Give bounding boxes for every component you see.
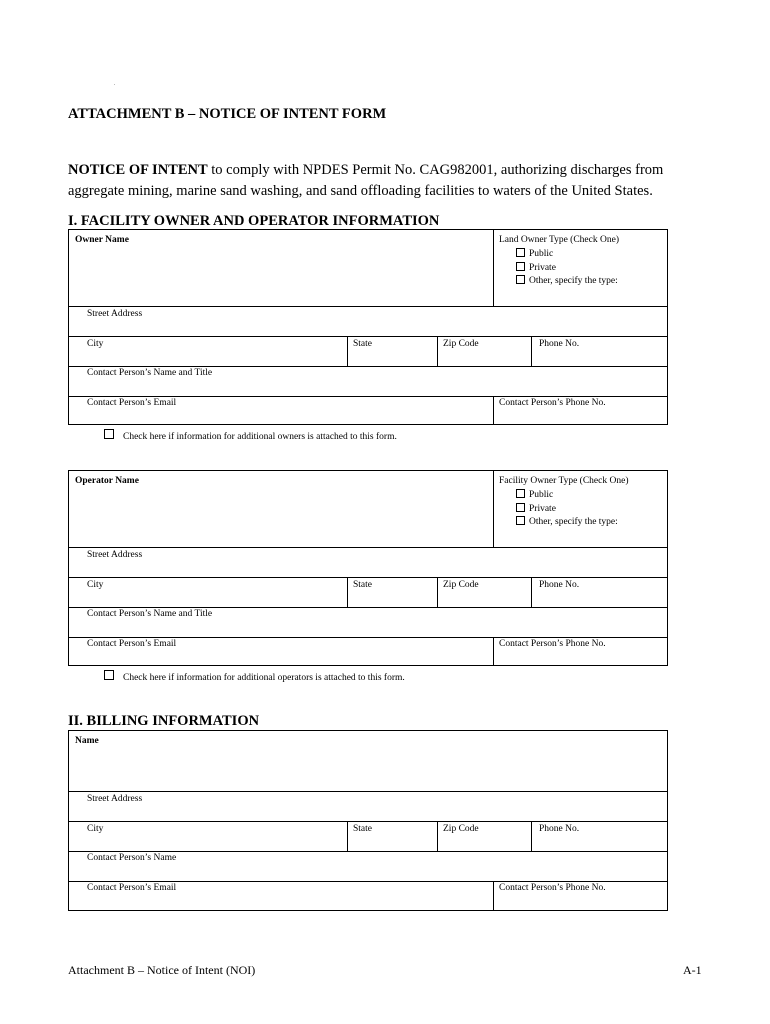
land-owner-type-label: Land Owner Type (Check One) [499,235,619,245]
checkbox-icon[interactable] [516,262,525,271]
billing-street-label: Street Address [87,794,143,804]
owner-state-label[interactable]: State [353,339,372,349]
operator-contact-name-row[interactable] [69,607,667,637]
operator-zip-label[interactable]: Zip Code [443,580,479,590]
facility-owner-type-label: Facility Owner Type (Check One) [499,476,629,486]
billing-info-box [68,730,668,911]
operator-type-public[interactable]: Public [516,489,553,500]
owner-city-row [69,336,667,366]
checkbox-icon[interactable] [104,429,114,439]
operator-contact-email-row [69,637,667,666]
owner-info-box [68,229,668,425]
billing-city-label[interactable]: City [87,824,104,834]
checkbox-icon[interactable] [104,670,114,680]
owner-contact-name-label: Contact Person’s Name and Title [87,368,213,378]
operator-street-row[interactable] [69,547,667,577]
operator-type-divider [493,471,494,547]
billing-phone-label[interactable]: Phone No. [539,824,580,834]
checkbox-icon[interactable] [516,248,525,257]
section-1-heading: I. FACILITY OWNER AND OPERATOR INFORMATION [68,213,440,229]
owner-contact-email-row [69,396,667,425]
intro-lead: NOTICE OF INTENT [68,162,208,178]
operator-city-label[interactable]: City [87,580,104,590]
owner-contact-email-label[interactable]: Contact Person’s Email [87,398,177,408]
checkbox-icon[interactable] [516,503,525,512]
owner-street-row[interactable] [69,306,667,336]
scan-speck [114,84,115,85]
intro-paragraph [68,160,708,202]
billing-contact-phone-label[interactable]: Contact Person’s Phone No. [499,883,606,893]
owner-city-label[interactable]: City [87,339,104,349]
owner-contact-name-row[interactable] [69,366,667,396]
intro-text: to comply with NPDES Permit No. CAG982001, authorizing discharges from aggregate mining, marine sand washing, and sand offloading facilities to waters of the United States. [68,162,664,199]
checkbox-icon[interactable] [516,516,525,525]
footer-page-number: A-1 [683,963,702,977]
billing-contact-name-label: Contact Person’s Name [87,853,177,863]
owner-street-label: Street Address [87,309,143,319]
operator-type-private[interactable]: Private [516,503,556,514]
checkbox-icon[interactable] [516,275,525,284]
owner-type-divider [493,230,494,306]
operator-info-box [68,470,668,666]
billing-contact-email-label[interactable]: Contact Person’s Email [87,883,177,893]
operator-contact-phone-label[interactable]: Contact Person’s Phone No. [499,639,606,649]
operator-contact-name-label: Contact Person’s Name and Title [87,609,213,619]
additional-operators-check[interactable]: Check here if information for additional operators is attached to this form. [104,670,405,683]
operator-type-other[interactable]: Other, specify the type: [516,516,618,527]
billing-city-row [69,821,667,851]
operator-street-label: Street Address [87,550,143,560]
owner-contact-phone-label[interactable]: Contact Person’s Phone No. [499,398,606,408]
additional-owners-check[interactable]: Check here if information for additional owners is attached to this form. [104,429,397,442]
owner-type-public[interactable]: Public [516,248,553,259]
billing-street-row[interactable] [69,791,667,821]
owner-phone-label[interactable]: Phone No. [539,339,580,349]
owner-type-other[interactable]: Other, specify the type: [516,275,618,286]
footer-document-label: Attachment B – Notice of Intent (NOI) [68,963,256,977]
billing-zip-label[interactable]: Zip Code [443,824,479,834]
billing-name-label[interactable]: Name [75,736,99,746]
billing-state-label[interactable]: State [353,824,372,834]
checkbox-icon[interactable] [516,489,525,498]
page-title: ATTACHMENT B – NOTICE OF INTENT FORM [68,106,387,122]
owner-name-label[interactable]: Owner Name [75,235,129,245]
section-2-heading: II. BILLING INFORMATION [68,713,260,729]
operator-state-label[interactable]: State [353,580,372,590]
billing-contact-name-row[interactable] [69,851,667,881]
billing-contact-email-row [69,881,667,911]
operator-contact-email-label[interactable]: Contact Person’s Email [87,639,177,649]
operator-phone-label[interactable]: Phone No. [539,580,580,590]
operator-city-row [69,577,667,607]
owner-type-private[interactable]: Private [516,262,556,273]
owner-zip-label[interactable]: Zip Code [443,339,479,349]
operator-name-label[interactable]: Operator Name [75,476,139,486]
